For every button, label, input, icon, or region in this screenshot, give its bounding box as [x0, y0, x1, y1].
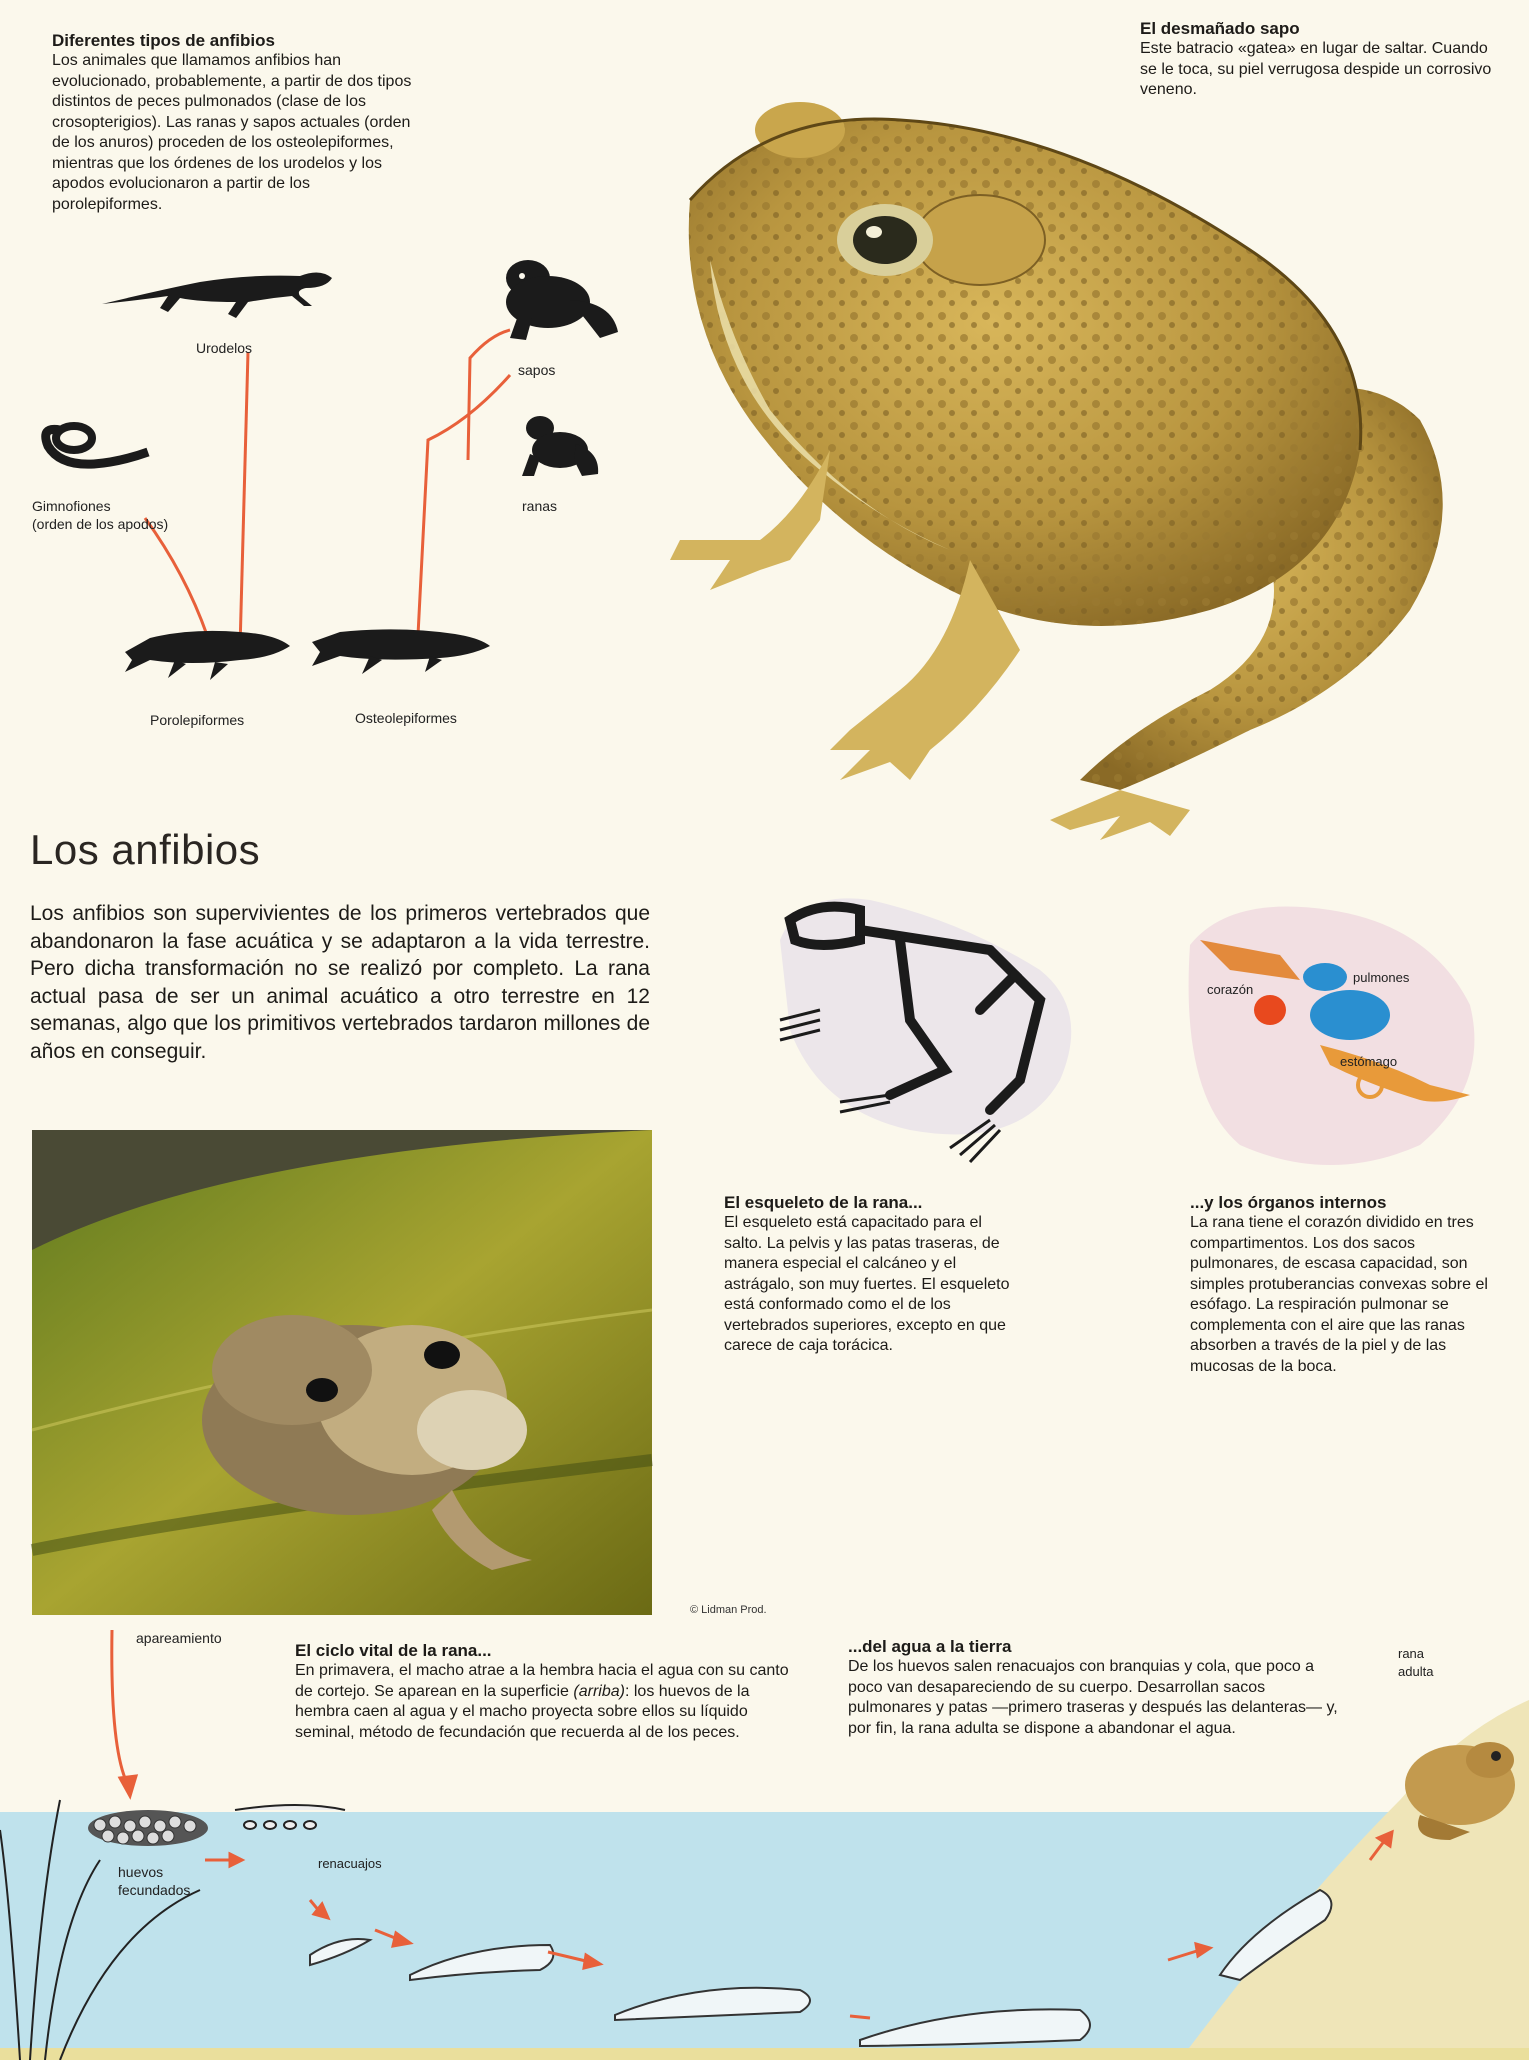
gimnofion-silhouette — [46, 426, 148, 464]
label-renacuajos: renacuajos — [318, 1856, 382, 1871]
cycle-text-part-2: : los huevos de la hembra caen al agua y el macho proyecta sobre ellos su líquido seminal, método de fecundación que recuerda al de los peces. — [295, 1682, 750, 1741]
osteolepiform-fish — [312, 629, 490, 674]
label-huevos-1: huevos — [118, 1864, 164, 1880]
organs-caption — [1190, 1192, 1500, 1377]
organs-text: La rana tiene el corazón dividido en tres compartimentos. Los dos sacos pulmonares, de escasa capacidad, son simples protuberancias convexas sobre el esófago. La respiración pulmonar se complementa con el aire que las ranas absorben a través de la piel y de las mucosas de la boca. — [1190, 1214, 1488, 1375]
organs-illustration — [1170, 885, 1510, 1185]
label-gimnofiones-1: Gimnofiones — [32, 498, 111, 514]
skeleton-illustration — [760, 880, 1120, 1180]
label-ranas: ranas — [522, 498, 558, 514]
intro-text: Los anfibios son supervivientes de los primeros vertebrados que abandonaron la fase acuática y se adaptaron a la vida terrestre. Pero dicha transformación no se realizó por completo. La rana actual pasa de ser un animal acuático a otro terrestre en 12 semanas, algo que los primitivos vertebrados tardaron millones de años en conseguir. — [30, 902, 650, 1063]
skeleton-text: El esqueleto está capacitado para el salto. La pelvis y las patas traseras, de manera especial el calcáneo y el astrágalo, son muy fuertes. El esqueleto está conformado como el de los vertebrados superiores, excepto en que carece de caja torácica. — [724, 1214, 1010, 1354]
label-gimnofiones-2: (orden de los apodos) — [32, 516, 169, 532]
photo-credit: © Lidman Prod. — [690, 1604, 767, 1616]
evolution-text: Los animales que llamamos anfibios han evolucionado, probablemente, a partir de dos tipos distintos de peces pulmonados (clase de los crosopterigios). Las ranas y sapos actuales (orden de los anuros) proceden de los osteolepiformes, mientras que los órdenes de los urodelos y los apodos evolucionaron a partir de los porolepiformes. — [52, 52, 412, 213]
organs-title: ...y los órganos internos — [1190, 1193, 1387, 1212]
cycle-title: El ciclo vital de la rana... — [295, 1641, 492, 1660]
water-title: ...del agua a la tierra — [848, 1637, 1012, 1656]
toad-illustration — [650, 90, 1510, 850]
label-urodelos: Urodelos — [196, 340, 253, 356]
porolepiform-fish — [125, 631, 290, 680]
lifecycle-illustration — [0, 1600, 1529, 2060]
label-pulmones: pulmones — [1353, 970, 1410, 985]
lung-shape-upper — [1303, 963, 1347, 991]
cycle-text-italic: (arriba) — [573, 1682, 625, 1700]
toad-title: El desmañado sapo — [1140, 19, 1300, 38]
label-corazon: corazón — [1207, 982, 1254, 997]
label-sapos: sapos — [518, 362, 556, 378]
label-porolepiformes: Porolepiformes — [150, 712, 245, 728]
label-huevos-2: fecundados — [118, 1882, 191, 1898]
cycle-text-part-1: En primavera, el macho atrae a la hembra hacia el agua con su canto de cortejo. Se aparean en la superficie — [295, 1662, 789, 1700]
label-estomago: estómago — [1340, 1054, 1398, 1069]
lung-shape-lower — [1310, 990, 1390, 1040]
mating-frogs-photo — [32, 1130, 652, 1615]
evolution-tree — [0, 240, 640, 700]
label-rana-adulta-2: adulta — [1398, 1664, 1434, 1679]
rana-silhouette — [522, 416, 598, 476]
skeleton-title: El esqueleto de la rana... — [724, 1193, 923, 1212]
label-apareamiento: apareamiento — [136, 1630, 222, 1646]
evolution-title: Diferentes tipos de anfibios — [52, 31, 275, 50]
sapo-silhouette — [506, 260, 618, 340]
toad-text: Este batracio «gatea» en lugar de saltar. Cuando se le toca, su piel verrugosa despide un corrosivo veneno. — [1140, 40, 1492, 98]
egg-mass — [88, 1810, 208, 1846]
toad-caption — [1140, 18, 1500, 101]
label-rana-adulta-1: rana — [1398, 1646, 1425, 1661]
heart-shape — [1254, 995, 1286, 1025]
evolution-caption — [52, 30, 424, 215]
urodelo-silhouette — [102, 272, 332, 318]
page-title: Los anfibios — [30, 826, 261, 873]
water-text: De los huevos salen renacuajos con branquias y cola, que poco a poco van desapareciendo de su cuerpo. Desarrollan sacos pulmonares y patas —primero traseras y después las delanteras— y, por fin, la rana adulta se dispone a abandonar el agua. — [848, 1658, 1338, 1737]
label-osteolepiformes: Osteolepiformes — [355, 710, 457, 726]
tree-connectors — [145, 330, 510, 650]
skeleton-caption — [724, 1192, 1024, 1357]
